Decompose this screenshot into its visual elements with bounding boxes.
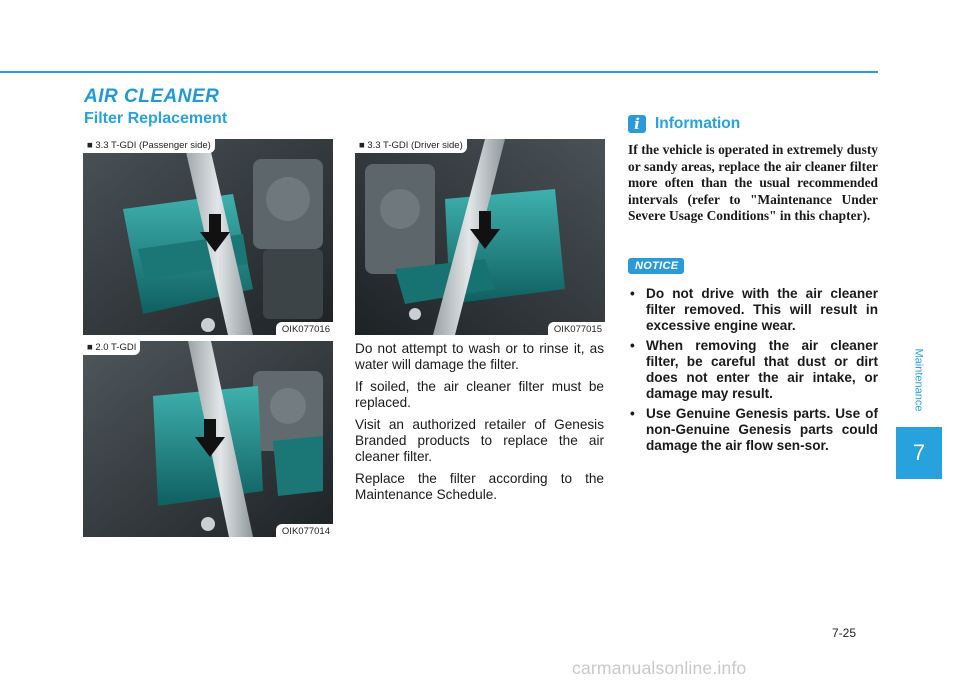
information-header (628, 115, 740, 133)
figure-code: OIK077016 (276, 322, 333, 335)
chapter-label-text: Maintenance (912, 348, 924, 412)
engine-photo-driver (355, 139, 605, 335)
chapter-label (908, 340, 928, 420)
figure-caption: ■ 2.0 T-GDI (83, 341, 140, 355)
arrow-down-icon (195, 419, 225, 457)
notice-item: • Use Genuine Genesis parts. Use of non-Genuine Genesis parts could damage the air flow sen-sor. (628, 406, 878, 454)
body-paragraph: Replace the filter according to the Maintenance Schedule. (355, 471, 604, 502)
notice-item: • When removing the air cleaner filter, be careful that dust or dirt does not enter the air intake, or damage may result. (628, 338, 878, 402)
notice-badge: NOTICE (628, 258, 684, 274)
page-number: 7-25 (832, 626, 857, 640)
section-title: AIR CLEANER (84, 86, 220, 107)
chapter-tab: 7 (896, 427, 942, 479)
info-icon: i (628, 115, 646, 133)
sub-title: Filter Replacement (84, 110, 228, 127)
body-text (355, 341, 604, 509)
notice-item: • Do not drive with the air cleaner filter removed. This will result in excessive engine wear. (628, 286, 878, 334)
top-rule (0, 71, 878, 73)
body-paragraph: If soiled, the air cleaner filter must be replaced. (355, 379, 604, 410)
figure-code: OIK077015 (548, 322, 605, 335)
figure-code: OIK077014 (276, 524, 333, 537)
engine-photo-2-0 (83, 341, 333, 537)
watermark: carmanualsonline.info (572, 658, 747, 678)
figure-caption: ■ 3.3 T-GDI (Driver side) (355, 139, 467, 153)
figure-caption: ■ 3.3 T-GDI (Passenger side) (83, 139, 215, 153)
information-title: Information (655, 115, 741, 132)
arrow-down-icon (200, 214, 230, 252)
arrow-down-icon (470, 211, 500, 249)
engine-photo-passenger (83, 139, 333, 335)
information-text: If the vehicle is operated in extremely dusty or sandy areas, replace the air cleaner filter more often than the usual recommended intervals (refer to "Maintenance Under Severe Usage Conditions" in this chapter). (628, 142, 878, 223)
body-paragraph: Do not attempt to wash or to rinse it, as water will damage the filter. (355, 341, 604, 372)
notice-list (628, 286, 878, 458)
body-paragraph: Visit an authorized retailer of Genesis Branded products to replace the air cleaner filter. (355, 417, 604, 464)
